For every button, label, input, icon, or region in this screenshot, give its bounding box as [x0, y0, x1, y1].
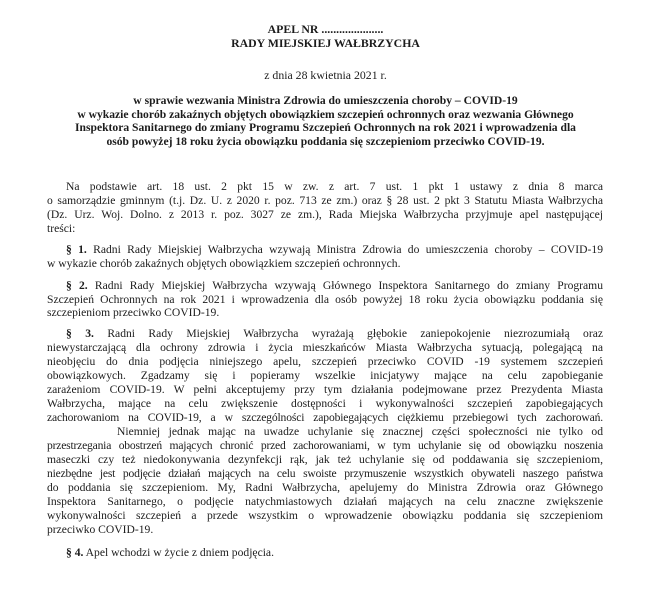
- preamble-line: o samorządzie gminnym (t.j. Dz. U. z 2020 r. poz. 713 ze zm.) oraz § 28 ust. 2 pkt 3 Statutu Miasta Wałbrzycha: [47, 194, 603, 207]
- section-line: zachorowaniom na COVID-19, a w szczególności zapobiegających ciężkiemu przebiegowi tych zachorowań.: [47, 411, 603, 424]
- section-line: szczepieniom przeciwko COVID-19.: [47, 306, 220, 319]
- preamble-line: (Dz. Urz. Woj. Dolno. z 2013 r. poz. 3027 ze zm.), Rada Miejska Wałbrzycha przyjmuje apel następującej: [47, 208, 603, 221]
- section-line: [66, 279, 603, 293]
- section-label: § 4.: [66, 546, 84, 559]
- section-line: w wykazie chorób zakaźnych objętych obowiązkiem szczepień ochronnych.: [47, 257, 401, 270]
- section-line: niewystarczającą dla ochrony zdrowia i życia mieszkańców Miasta Wałbrzycha sytuacją, polegającą na: [47, 341, 603, 354]
- section-line: przeciwko COVID-19.: [47, 523, 154, 536]
- section-line: Inspektora Sanitarnego, o podjęcie natychmiastowych działań mających na celu znaczne zwiększenie: [47, 495, 603, 508]
- subject-line: osób powyżej 18 roku życia obowiązku poddania się szczepieniom przeciwko COVID-19.: [106, 135, 545, 148]
- subject-line: w sprawie wezwania Ministra Zdrowia do umieszczenia choroby – COVID-19: [133, 94, 518, 107]
- preamble-line: Na podstawie art. 18 ust. 2 pkt 15 w zw. z art. 7 ust. 1 pkt 1 ustawy z dnia 8 marca: [66, 180, 603, 193]
- section-text: Radni Rady Miejskiej Wałbrzycha wyrażają głębokie zaniepokojenie niezrozumiałą oraz: [107, 327, 603, 340]
- subject-line: w wykazie chorób zakaźnych objętych obowiązkiem szczepień ochronnych oraz wezwania Głównego: [77, 108, 574, 121]
- section-label: § 1.: [66, 243, 87, 256]
- title-council: RADY MIEJSKIEJ WAŁBRZYCHA: [231, 36, 420, 50]
- section-text: Radni Rady Miejskiej Wałbrzycha wzywają Głównego Inspektora Sanitarnego do zmiany Programu: [94, 279, 603, 292]
- section-label: § 2.: [66, 279, 88, 292]
- section-line: obowiązkowych. Zgadzamy się i popieramy wszelkie inicjatywy mające na celu zapobieganie: [47, 369, 603, 382]
- section-line: Szczepień Ochronnych na rok 2021 i wprowadzenia dla osób powyżej 18 roku życia obowiązku poddania się: [47, 293, 603, 306]
- section-line: [66, 327, 603, 341]
- section-text: Radni Rady Miejskiej Wałbrzycha wzywają Ministra Zdrowia do umieszczenia choroby – COVID-19: [93, 243, 603, 256]
- section-line: do poddania się szczepieniom. My, Radni Wałbrzycha, apelujemy do Ministra Zdrowia oraz Głównego: [47, 481, 603, 494]
- section-line: zarażeniom COVID-19. W pełni akceptujemy przy tym działania podejmowane przez Prezydenta Miasta: [47, 383, 603, 396]
- section-line: [66, 546, 603, 560]
- preamble-line: treści:: [47, 222, 76, 235]
- section-line: maseczki czy też niedokonywania dezynfekcji rąk, jak też uchylanie się od poddawania się szczepieniom,: [47, 453, 603, 466]
- section-label: § 3.: [66, 327, 94, 340]
- title-number: APEL NR .....................: [267, 22, 384, 36]
- section-line: wykonywalności szczepień a przede wszystkim o wprowadzenie obowiązku poddania się szczepieniom: [47, 509, 603, 522]
- section-line: [66, 243, 603, 257]
- section-text: Apel wchodzi w życie z dniem podjęcia.: [85, 546, 274, 559]
- section-line: przestrzegania obostrzeń mających chronić przed zachorowaniami, w tym uchylanie się od obowiązku noszenia: [47, 439, 603, 452]
- section-line: Wałbrzycha, mające na celu zwiększenie dostępności i wykonywalności szczepień zapobiegających: [47, 397, 603, 410]
- subject-line: Inspektora Sanitarnego do zmiany Programu Szczepień Ochronnych na rok 2021 i wprowadzenia dla: [75, 121, 576, 134]
- document-date: z dnia 28 kwietnia 2021 r.: [264, 68, 387, 82]
- section-line: Niemniej jednak mając na uwadze uchylanie się znacznej części społeczności nie tylko od: [117, 425, 603, 438]
- section-line: niezbędne jest podjęcie działań mających na celu swoiste przymuszenie wszystkich obywateli naszego państwa: [47, 467, 603, 480]
- section-line: nieobjęciu do dnia podjęcia niniejszego apelu, szczepień przeciwko COVID -19 systemem szczepień: [47, 355, 603, 368]
